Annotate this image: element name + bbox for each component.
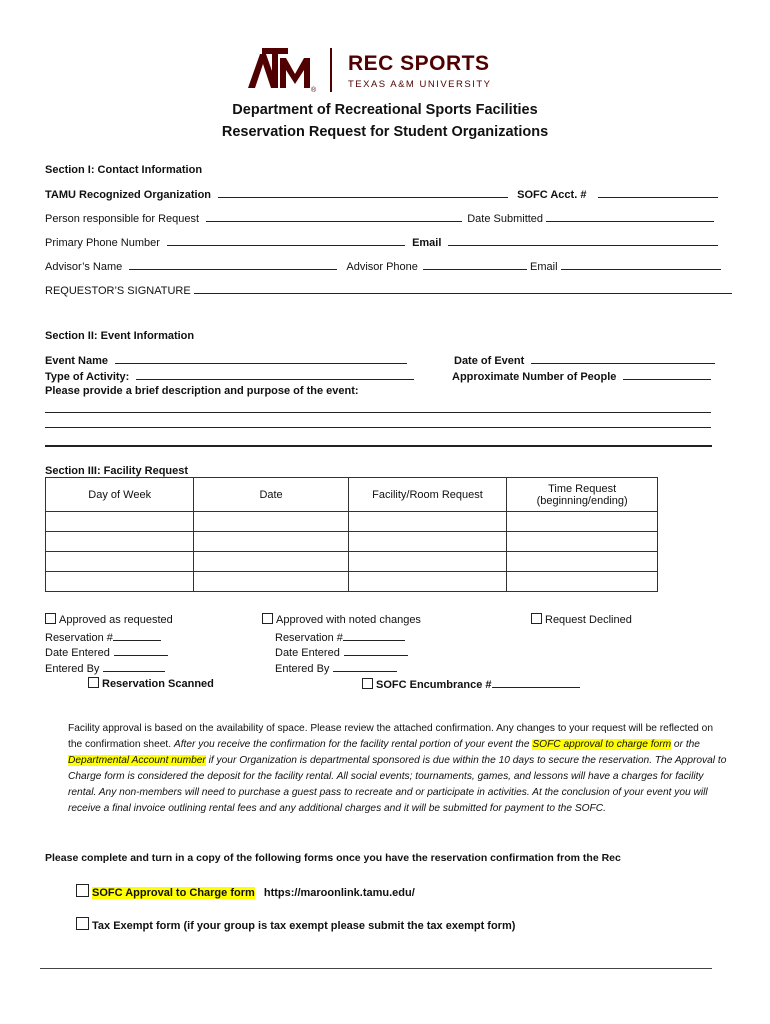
tax-form-checkbox[interactable] [76, 917, 89, 930]
person-field[interactable] [206, 211, 462, 222]
describe-line-2[interactable] [45, 415, 711, 428]
table-cell[interactable] [194, 572, 348, 592]
sofc-form-checkbox[interactable] [76, 884, 89, 897]
table-cell[interactable] [507, 532, 658, 552]
approved-noted-checkbox[interactable] [262, 613, 273, 624]
person-row [45, 211, 714, 225]
col-time [507, 478, 658, 512]
approx-label: Approximate Number of People [452, 371, 617, 383]
sofc-form-url[interactable]: https://maroonlink.tamu.edu/ [263, 887, 415, 899]
scanned-label: Reservation Scanned [102, 678, 214, 690]
date-of-event-field[interactable] [531, 353, 715, 364]
signature-label: REQUESTOR’S SIGNATURE [45, 285, 191, 297]
date-entered-label-2: Date Entered [275, 647, 340, 659]
reservation-no-row-left [45, 630, 161, 644]
section2-heading: Section II: Event Information [45, 330, 195, 342]
date-entered-row-mid [275, 645, 408, 659]
section1-heading: Section I: Contact Information [45, 164, 203, 176]
table-row [46, 532, 658, 552]
reservation-no-label-2: Reservation # [275, 632, 343, 644]
title-line2: Reservation Request for Student Organizations [221, 124, 549, 140]
advisor-email-field[interactable] [561, 259, 721, 270]
notice-p2: After you receive the confirmation for the facility rental portion of your event the [173, 739, 533, 750]
describe-line-1[interactable] [45, 400, 711, 413]
table-row [46, 552, 658, 572]
entered-by-row-mid [275, 661, 397, 675]
table-cell[interactable] [46, 512, 194, 532]
approved-checkbox[interactable] [45, 613, 56, 624]
advisor-row [45, 259, 721, 273]
signature-row [45, 283, 732, 297]
date-entered-row-left [45, 645, 168, 659]
table-row [46, 572, 658, 592]
reservation-no-field-2[interactable] [343, 630, 405, 641]
table-cell[interactable] [348, 532, 507, 552]
footer-rule [40, 968, 712, 969]
brand-bottom: TEXAS A&M UNIVERSITY [348, 79, 492, 90]
email-field[interactable] [448, 235, 718, 246]
entered-by-field-2[interactable] [333, 661, 397, 672]
reservation-no-label: Reservation # [45, 632, 113, 644]
event-name-field[interactable] [115, 353, 407, 364]
entered-by-row-left [45, 661, 165, 675]
table-cell[interactable] [348, 572, 507, 592]
sofc-form-label: SOFC Approval to Charge form [92, 887, 255, 899]
sofc-enc-checkbox[interactable] [362, 678, 373, 689]
declined-checkbox[interactable] [531, 613, 542, 624]
col-date: Date [194, 478, 348, 512]
col-day: Day of Week [46, 478, 194, 512]
notice-highlight-2: Departmental Account number [68, 755, 206, 766]
advisor-phone-field[interactable] [423, 259, 527, 270]
table-cell[interactable] [46, 552, 194, 572]
table-cell[interactable] [507, 512, 658, 532]
signature-field[interactable] [194, 283, 732, 294]
col-time-line2: (beginning/ending) [536, 494, 628, 507]
notice-p4: if your Organization is departmental sponsored is due within the 10 days to secure the reservation. The Approval to Charge form is considered the deposit for the facility rental. All social events; tournaments, games, and lessons will have a charges for facility rental. Any non-members will need to purchase a guest pass to recreate and or participate in activities. At the conclusion of your event you will receive a final invoice outlining rental fees and any additional charges and it will be submitted for payment to the SOFC. [68, 755, 727, 814]
date-entered-field-2[interactable] [344, 645, 408, 656]
person-label: Person responsible for Request [45, 213, 200, 225]
svg-text:®: ® [311, 87, 317, 94]
event-name-label: Event Name [45, 355, 108, 367]
date-entered-field[interactable] [114, 645, 168, 656]
org-row [45, 187, 718, 201]
date-of-event-label: Date of Event [454, 355, 525, 367]
section-divider [45, 445, 712, 447]
notice-highlight-1: SOFC approval to charge form [532, 739, 672, 750]
sofc-enc-field[interactable] [492, 677, 580, 688]
approx-field[interactable] [623, 369, 711, 380]
event-name-row [45, 353, 407, 367]
date-submitted-label: Date Submitted [467, 213, 544, 225]
reservation-no-row-mid [275, 630, 405, 644]
sofc-form-item[interactable] [76, 884, 415, 899]
type-label: Type of Activity: [45, 371, 130, 383]
sofc-field[interactable] [598, 187, 718, 198]
col-facility: Facility/Room Request [348, 478, 507, 512]
table-cell[interactable] [46, 532, 194, 552]
tax-form-item[interactable] [76, 917, 515, 932]
sofc-label: SOFC Acct. # [517, 189, 587, 201]
declined-option[interactable] [531, 613, 632, 626]
approved-noted-option[interactable] [262, 613, 421, 626]
sofc-enc-option[interactable] [362, 677, 580, 691]
scanned-checkbox[interactable] [88, 677, 99, 688]
phone-row [45, 235, 718, 249]
table-row [46, 512, 658, 532]
table-cell[interactable] [507, 552, 658, 572]
table-cell[interactable] [348, 552, 507, 572]
type-row [45, 369, 414, 383]
forms-intro: Please complete and turn in a copy of the following forms once you have the reservation confirmation from the Rec [45, 852, 621, 864]
type-field[interactable] [136, 369, 414, 380]
entered-by-label: Entered By [45, 663, 100, 675]
col-time-line1: Time Request [548, 482, 617, 495]
entered-by-label-2: Entered By [275, 663, 330, 675]
date-submitted-field[interactable] [546, 211, 714, 222]
brand-top: REC SPORTS [348, 52, 490, 75]
approved-option[interactable] [45, 613, 173, 626]
table-cell[interactable] [194, 532, 348, 552]
approved-label: Approved as requested [59, 614, 173, 626]
table-header-row [46, 478, 658, 512]
reservation-no-field[interactable] [113, 630, 161, 641]
phone-label: Primary Phone Number [45, 237, 160, 249]
describe-label: Please provide a brief description and purpose of the event: [45, 385, 359, 397]
table-cell[interactable] [194, 512, 348, 532]
facility-table [45, 477, 658, 592]
advisor-name-field[interactable] [129, 259, 337, 270]
advisor-name-label: Advisor’s Name [45, 261, 123, 273]
section3-heading: Section III: Facility Request [45, 465, 189, 477]
advisor-phone-label: Advisor Phone [346, 261, 418, 273]
date-of-event-row [454, 353, 715, 367]
org-label: TAMU Recognized Organization [45, 189, 212, 201]
table-cell[interactable] [46, 572, 194, 592]
entered-by-field[interactable] [103, 661, 165, 672]
notice-p3: or the [671, 739, 700, 750]
declined-label: Request Declined [545, 614, 632, 626]
facility-notice [68, 721, 728, 817]
title-line1: Department of Recreational Sports Facilities [232, 102, 538, 118]
tax-form-label: Tax Exempt form (if your group is tax exempt please submit the tax exempt form) [92, 920, 516, 932]
scanned-option[interactable] [88, 677, 214, 690]
advisor-email-label: Email [530, 261, 558, 273]
approved-noted-label: Approved with noted changes [276, 614, 421, 626]
table-cell[interactable] [507, 572, 658, 592]
approx-row [452, 369, 711, 383]
org-field[interactable] [218, 187, 508, 198]
sofc-enc-label: SOFC Encumbrance # [376, 679, 492, 691]
notice-p1: Facility approval is based on the availability of space. Please review the attached confirmation. Any changes to your request will be reflected on the confirmation sheet. [68, 723, 714, 750]
date-entered-label: Date Entered [45, 647, 110, 659]
email-label: Email [412, 237, 442, 249]
table-cell[interactable] [348, 512, 507, 532]
table-cell[interactable] [194, 552, 348, 572]
phone-field[interactable] [167, 235, 405, 246]
